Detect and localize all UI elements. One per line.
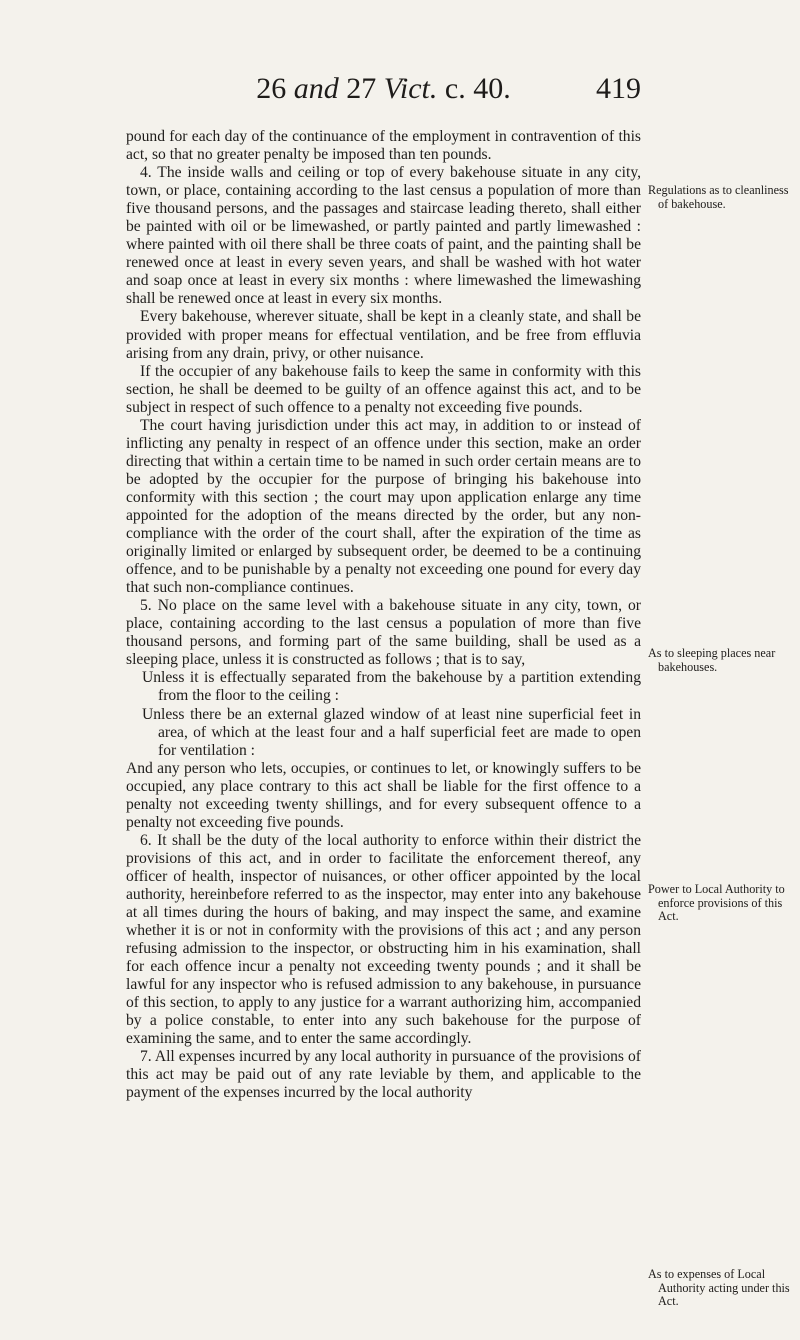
sidenote-section-6 [648,883,798,924]
page-number: 419 [596,72,641,105]
sidenote-text: Power to Local Authority to enforce provisions of this Act. [648,882,785,923]
sidenote-section-4 [648,184,798,211]
citation-chapter: c. 40. [437,72,511,105]
section-5-penalty: And any person who lets, occupies, or continues to let, or knowingly suffers to be occupied, any place contrary to this act shall be liable for the first offence to a penalty not exceeding twenty shillings, and for every subsequent offence to a penalty not exceeding five pounds. [126,759,641,831]
citation-vict: Vict. [383,72,438,105]
sidenote-text: As to sleeping places near bakehouses. [648,646,776,674]
section-4-offence: If the occupier of any bakehouse fails to keep the same in conformity with this section, he shall be deemed to be guilty of an offence against this act, and to be subject in respect of such offence to a penalty not exceeding five pounds. [126,362,641,416]
statute-citation [126,72,641,106]
section-5-window: Unless there be an external glazed window of at least nine superficial feet in area, of which at the least four and a half superficial feet are made to open for ventilation : [142,705,641,759]
sidenote-section-5 [648,647,798,674]
section-5-partition: Unless it is effectually separated from the bakehouse by a partition extending from the floor to the ceiling : [142,669,641,705]
section-4-court-order: The court having jurisdiction under this act may, in addition to or instead of inflicting any penalty in respect of an offence under this section, make an order directing that within a certain time to be named in such order certain means are to be adopted by the occupier for the purpose of bringing his bakehouse into conformity with this section ; the court may upon application enlarge any time appointed for the adoption of the means directed by the order, but any non-compliance with the order of the court shall, after the expiration of the time as originally limited or enlarged by subsequent order, be deemed to be a continuing offence, and to be punishable by a penalty not exceeding one pound for every day that such non-compliance continues. [126,416,641,597]
section-7 [126,1048,641,1102]
section-5-text: No place on the same level with a bakehouse situate in any city, town, or place, containing according to the last census a population of more than five thousand persons, and forming part of the same building, shall be used as a sleeping place, unless it is constructed as follows ; that is to say, [126,597,641,669]
section-4-cleanliness: Every bakehouse, wherever situate, shall be kept in a cleanly state, and shall be provided with proper means for effectual ventilation, and be free from effluvia arising from any drain, privy, or other nuisance. [126,308,641,362]
section-5 [126,597,641,669]
citation-session-2: 27 [338,72,384,105]
section-6 [126,832,641,1049]
citation-and: and [293,72,339,105]
section-7-text: All expenses incurred by any local authority in pursuance of the provisions of this act may be paid out of any rate leviable by them, and applicable to the payment of the expenses incurred by the local authority [126,1048,641,1102]
citation-session: 26 [256,72,294,105]
section-5-number: 5. [140,597,152,615]
statute-body [126,128,641,1103]
sidenote-section-7 [648,1268,798,1309]
sidenote-text: As to expenses of Local Authority acting under this Act. [648,1267,790,1308]
section-6-text: It shall be the duty of the local authority to enforce within their district the provisions of this act, and in order to facilitate the enforcement thereof, any officer of health, inspector of nuisances, or other officer appointed by the local authority, hereinbefore referred to as the inspector, may enter into any bakehouse at all times during the hours of baking, and may inspect the same, and examine whether it is or not in conformity with the provisions of this act ; and any person refusing admission to the inspector, or obstructing him in his examination, shall for each offence incur a penalty not exceeding twenty pounds ; and it shall be lawful for any inspector who is refused admission to any bakehouse, in pursuance of this section, to apply to any justice for a warrant authorizing him, accompanied by a police constable, to enter into any such bakehouse for the purpose of examining the same, and to enter the same accordingly. [126,831,641,1048]
section-4 [126,164,641,308]
section-4-number: 4. [140,164,152,182]
section-7-number: 7. [140,1048,152,1066]
paragraph-continued: pound for each day of the continuance of the employment in contravention of this act, so that no greater penalty be imposed than ten pounds. [126,128,641,164]
sidenote-text: Regulations as to cleanliness of bakehouse. [648,183,789,211]
section-4-text: The inside walls and ceiling or top of every bakehouse situate in any city, town, or place, containing according to the last census a population of more than five thousand persons, and the passages and staircase leading thereto, shall either be painted with oil or be limewashed, or partly painted and partly limewashed : where painted with oil there shall be three coats of paint, and the painting shall be renewed once at least in every seven years, and shall be washed with hot water and soap once at least in every six months : where limewashed the limewashing shall be renewed once at least in every six months. [126,164,641,308]
section-6-number: 6. [140,831,152,849]
